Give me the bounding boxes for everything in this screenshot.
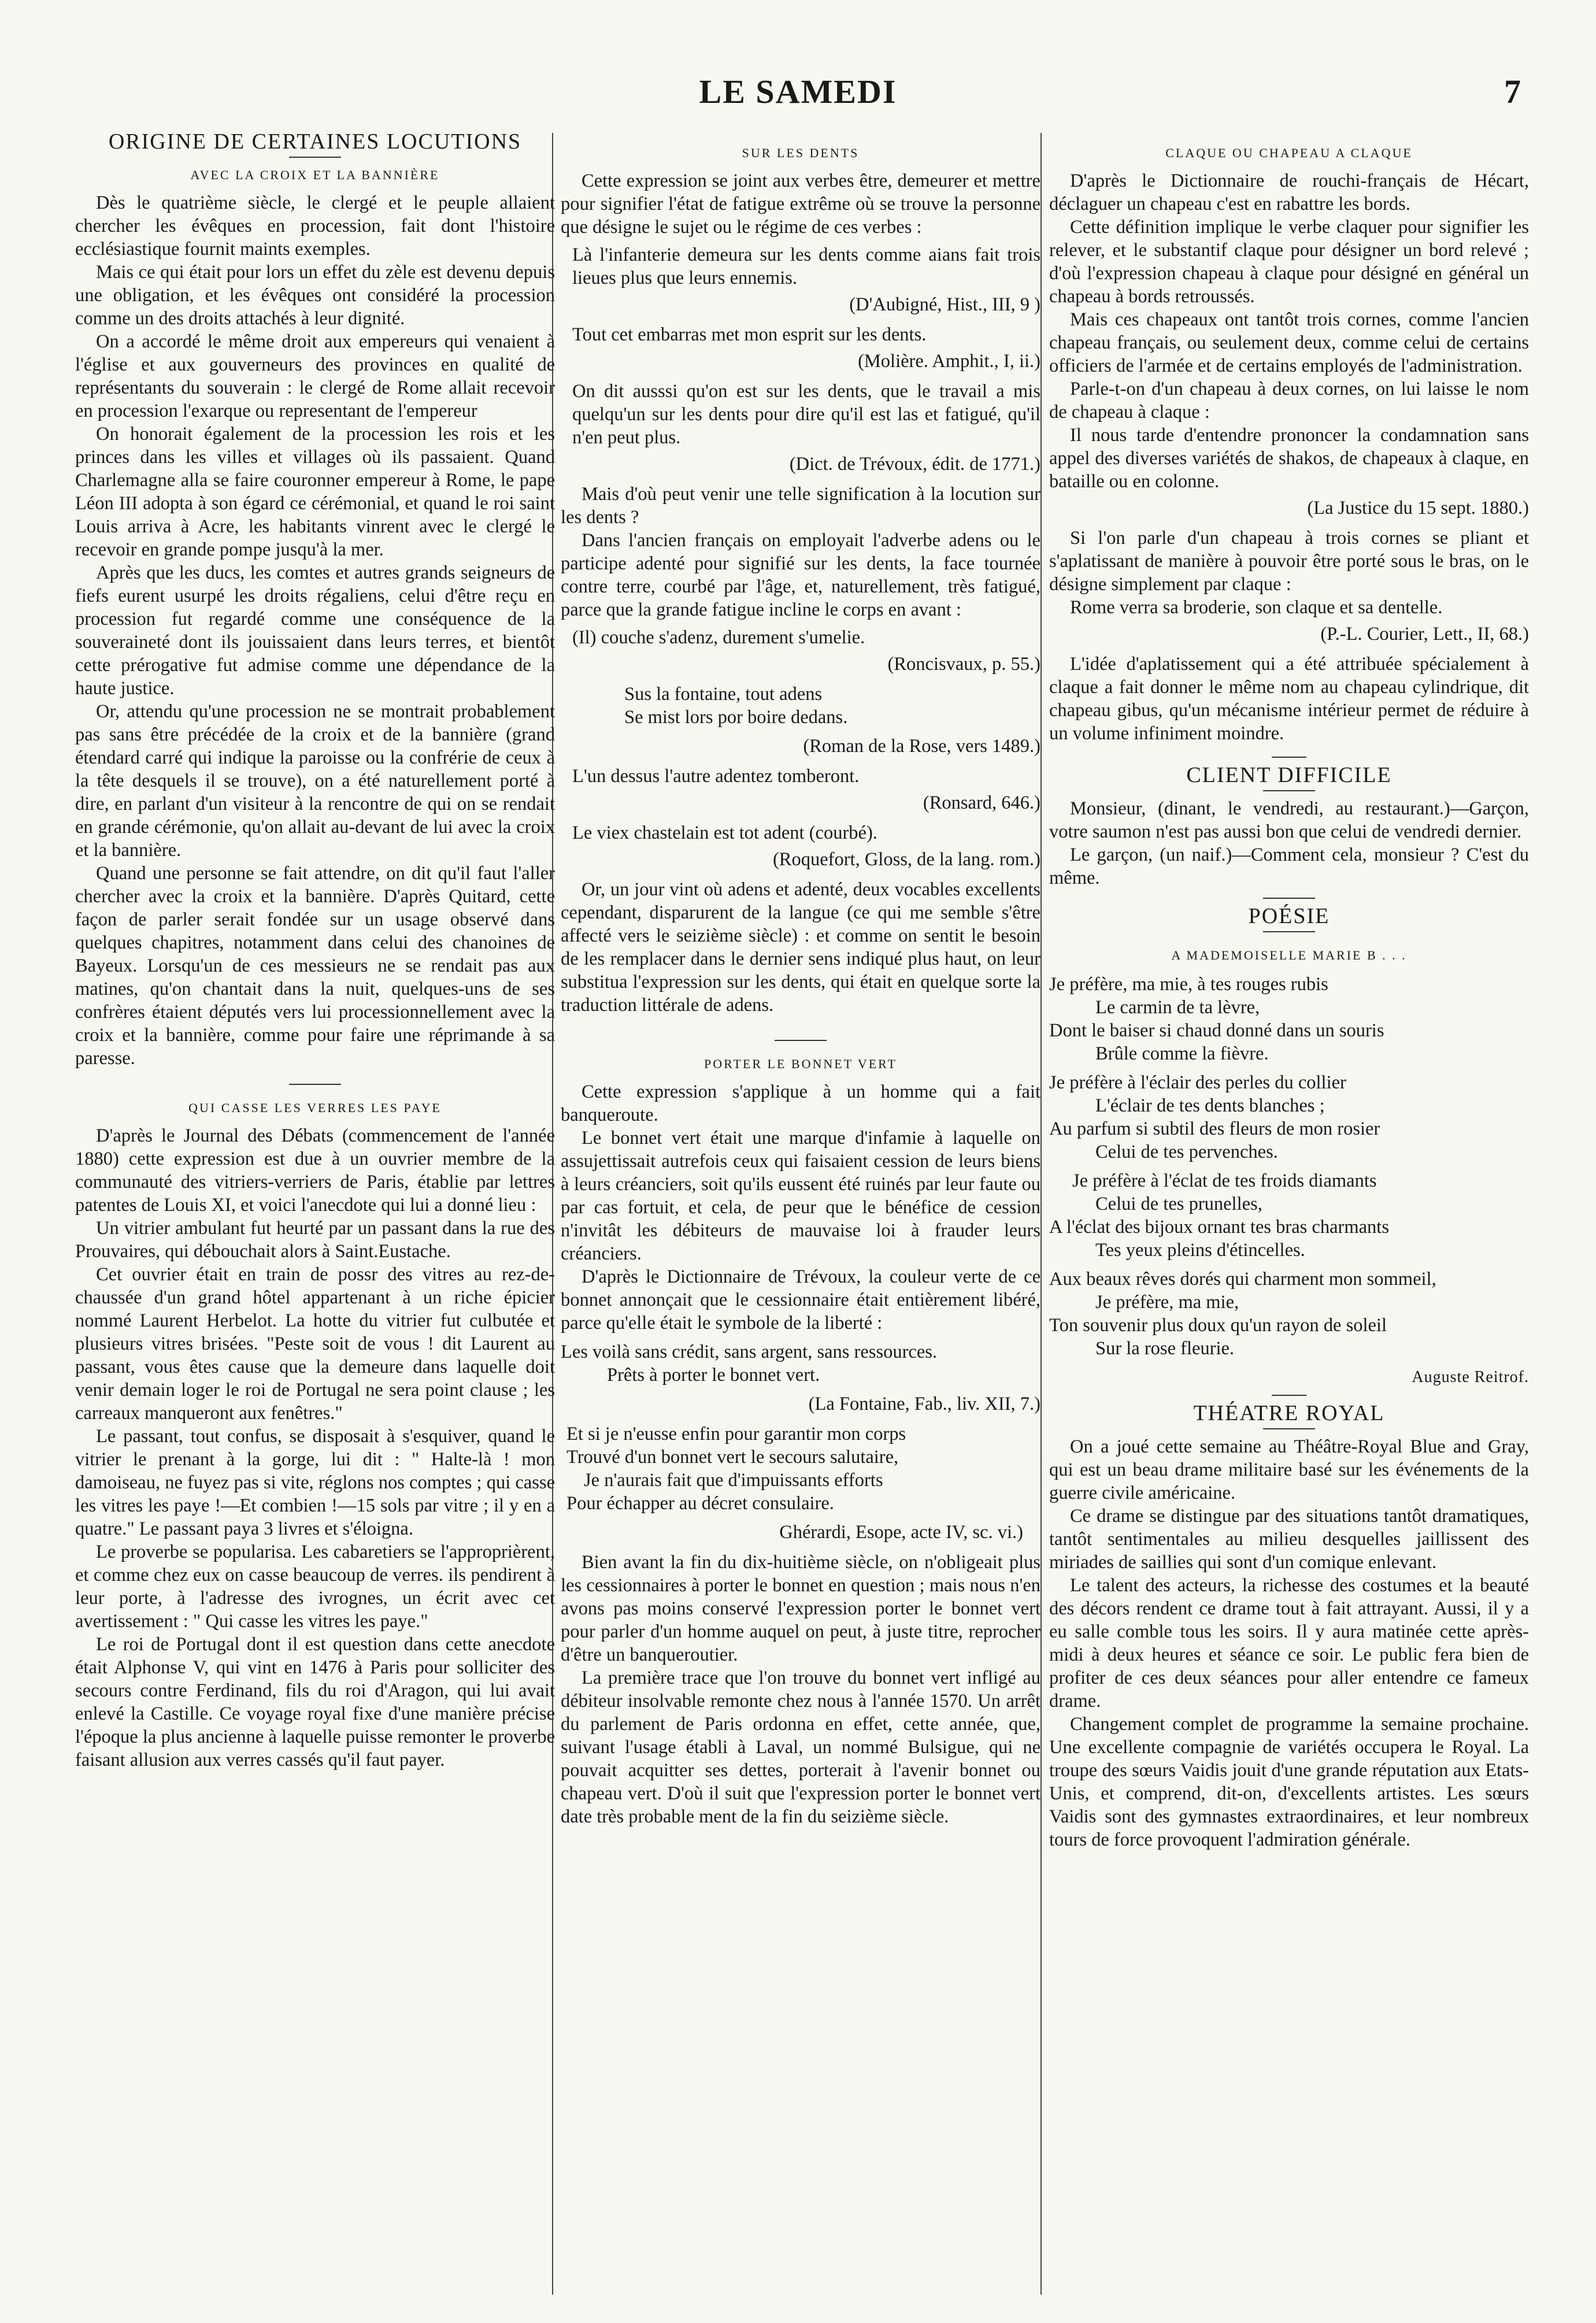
quotation: (Il) couche s'adenz, durement s'umelie. bbox=[572, 627, 865, 648]
paragraph: Or, attendu qu'une procession ne se montrait probablement pas sans être précédée de la croix et de la bannière (grand étendard carré qui indique la paroisse ou la confrérie de ceux à la tête desquels il se trouve), on a été naturellement porté à dire, en parlant d'un visiteur à la rencontre de qui on se rendait en grande cérémonie, qu'on allait au-devant de lui avec la croix et la bannière. bbox=[75, 701, 555, 861]
paragraph: Dès le quatrième siècle, le clergé et le peuple allaient chercher les évêques en procession, fait dont l'histoire ecclésiastique fournit maints exemples. bbox=[75, 192, 555, 260]
paragraph: D'après le Dictionnaire de rouchi-français de Hécart, déclaguer un chapeau c'est en rabattre les bords. bbox=[1049, 171, 1529, 214]
verse-line: Dont le baiser si chaud donné dans un souris bbox=[1049, 1020, 1384, 1041]
citation: (Roquefort, Gloss, de la lang. rom.) bbox=[772, 849, 1040, 870]
paragraph: Cette définition implique le verbe claquer pour signifier les relever, et le substantif claque pour désigner un bord relevé ; d'où l'expression chapeau à claque pour désigné en général un chapeau à bords retroussés. bbox=[1049, 217, 1529, 307]
citation: Ghérardi, Esope, acte IV, sc. vi.) bbox=[779, 1522, 1023, 1543]
paragraph: D'après le Dictionnaire de Trévoux, la couleur verte de ce bonnet annonçait que le cessionnaire était entièrement libéré, parce qu'elle était le symbole de la liberté : bbox=[561, 1266, 1040, 1333]
verse-line: Je préfère, ma mie, à tes rouges rubis bbox=[1049, 974, 1328, 995]
verse-line: Trouvé d'un bonnet vert le secours salutaire, bbox=[566, 1447, 899, 1468]
divider bbox=[289, 1084, 341, 1085]
paragraph: On a accordé le même droit aux empereurs qui venaient à l'église et aux gouverneurs des provinces en qualité de représentants du souverain : le clergé de Rome allait recevoir en procession l'exarque ou representant de l'empereur bbox=[75, 331, 555, 421]
paragraph: Mais ce qui était pour lors un effet du zèle est devenu depuis une obligation, et les évêques ont considéré la procession comme un des droits attachés à leur dignité. bbox=[75, 262, 555, 329]
paragraph: Si l'on parle d'un chapeau à trois cornes se pliant et s'aplatissant de manière à pouvoir être porté sous le bras, on le désigne simplement par claque : bbox=[1049, 528, 1529, 595]
paragraph: Dans l'ancien français on employait l'adverbe adens ou le participe adenté pour signifié sur les dents, la face tournée contre terre, courbé par l'âge, et, naturellement, très fatigué, parce que la grande fatigue incline le corps en avant : bbox=[561, 530, 1040, 620]
poem-stanza bbox=[1049, 1169, 1529, 1262]
citation: (D'Aubigné, Hist., III, 9 ) bbox=[849, 294, 1040, 315]
column-divider bbox=[1040, 133, 1042, 2295]
divider bbox=[1263, 790, 1315, 791]
paragraph: Quand une personne se fait attendre, on dit qu'il faut l'aller chercher avec la croix et la bannière. D'après Quitard, cette façon de parler serait fondée sur un usage observé dans quelques chapitres, notamment dans celui des chanoines de Bayeux. Lorsqu'un de ces messieurs ne se rendait pas aux matines, qu'on chantait dans la nuit, quelques-uns de ses confrères étaient députés vers lui processionnellement avec la croix et la bannière, comme pour faire une réprimande à sa paresse. bbox=[75, 863, 555, 1069]
paragraph: Le bonnet vert était une marque d'infamie à laquelle on assujettissait autrefois ceux qui faisaient cession de leurs biens à leurs créanciers, soit qu'ils eussent été ruinés par leur faute ou par cas fortuit, et cela, de peur que le bénéfice de cession n'invitât les débiteurs de mauvaise loi à frauder leurs créanciers. bbox=[561, 1128, 1040, 1264]
quotation: Il nous tarde d'entendre prononcer la condamnation sans appel des diverses variétés de shakos, de chapeaux à claque, en bataille ou en colonne. bbox=[1049, 425, 1529, 492]
divider bbox=[289, 157, 341, 158]
paragraph: Le garçon, (un naif.)—Comment cela, monsieur ? C'est du même. bbox=[1049, 844, 1529, 888]
article-heading: THÉATRE ROYAL bbox=[1193, 1401, 1385, 1425]
verse-line: Prêts à porter le bonnet vert. bbox=[607, 1365, 820, 1385]
paragraph: La première trace que l'on trouve du bonnet vert infligé au débiteur insolvable remonte chez nous à l'année 1570. Un arrêt du parlement de Paris ordonna en effet, cette année, que, suivant l'usage établi à Laval, un nommé Bulsigue, qui ne pouvait acquitter ses dettes, porterait à l'avenir bonnet ou chapeau vert. D'où il suit que l'expression porter le bonnet vert date très probable ment de la fin du seizième siècle. bbox=[561, 1668, 1040, 1827]
paragraph: On honorait également de la procession les rois et les princes dans les villes et villages où ils passaient. Quand Charlemagne alla se faire couronner empereur à Rome, le pape Léon III adopta à son égard ce cérémonial, et quand le roi saint Louis arriva à Acre, les habitants vinrent avec le clergé le recevoir en grande pompe jusqu'à la mer. bbox=[75, 424, 555, 560]
section-title: ORIGINE DE CERTAINES LOCUTIONS bbox=[108, 129, 522, 154]
verse-line: Et si je n'eusse enfin pour garantir mon corps bbox=[566, 1424, 906, 1444]
paragraph: Le roi de Portugal dont il est question dans cette anecdote était Alphonse V, qui vint en 1476 à Paris pour solliciter des secours contre Ferdinand, fils du roi d'Aragon, qui lui avait enlevé la Castille. Ce voyage royal fixe d'une manière précise l'époque la plus ancienne à laquelle puisse remonter le proverbe faisant allusion aux verres cassés qu'il faut payer. bbox=[75, 1634, 555, 1770]
divider bbox=[1272, 1395, 1306, 1396]
paragraph: Or, un jour vint où adens et adenté, deux vocables excellents cependant, disparurent de la langue (ce qui me semble s'être affecté vers le seizième siècle) : et comme on sentit le besoin de les remplacer dans le dernier sens indiqué plus haut, on leur substitua l'expression sur les dents, qui était en quelque sorte la traduction littérale de adens. bbox=[561, 879, 1040, 1016]
paragraph: Après que les ducs, les comtes et autres grands seigneurs de fiefs eurent usurpé les droits régaliens, celui d'être reçu en procession fut regardé comme une conséquence de la souveraineté dont ils jouissaient dans leurs terres, et bientôt cette prérogative fut admise comme une dépendance de la haute justice. bbox=[75, 562, 555, 699]
paragraph: Monsieur, (dinant, le vendredi, au restaurant.)—Garçon, votre saumon n'est pas aussi bon que celui de vendredi dernier. bbox=[1049, 798, 1529, 842]
paragraph: Cet ouvrier était en train de possr des vitres au rez-de-chaussée d'un grand hôtel appartenant à un riche épicier nommé Laurent Herbelot. La hotte du vitrier fut culbutée et plusieurs vitres brisées. "Peste soit de vous ! dit Laurent au passant, vous êtes cause que la demeure dans laquelle doit venir demain loger le roi de Portugal ne sera point clause ; les carreaux manqueront aux fenêtres." bbox=[75, 1264, 555, 1424]
verse-line: Pour échapper au décret consulaire. bbox=[566, 1493, 834, 1514]
verse bbox=[561, 1340, 1040, 1387]
paragraph: On a joué cette semaine au Théâtre-Royal Blue and Gray, qui est un beau drame militaire basé sur les événements de la guerre civile américaine. bbox=[1049, 1436, 1529, 1503]
newspaper-title: LE SAMEDI bbox=[699, 73, 897, 110]
paragraph: Changement complet de programme la semaine prochaine. Une excellente compagnie de variétés occupera le Royal. La troupe des sœurs Vaidis jouit d'une grande réputation aux Etats-Unis, et comprend, dit-on, d'excellents artistes. Les sœurs Vaidis sont des gymnastes extraordinaires, et leur nombreux tours de force provoquent l'admiration générale. bbox=[1049, 1714, 1529, 1850]
paragraph: Mais ces chapeaux ont tantôt trois cornes, comme l'ancien chapeau français, ou seulement deux, comme celui de certains officiers de l'armée et de certains employés de l'administration. bbox=[1049, 309, 1529, 376]
verse bbox=[561, 683, 1040, 729]
verse-line: Le carmin de ta lèvre, bbox=[1095, 997, 1260, 1018]
quotation: On dit ausssi qu'on est sur les dents, que le travail a mis quelqu'un sur les dents pour dire qu'il est las et fatigué, qu'il n'en peut plus. bbox=[572, 381, 1040, 448]
divider bbox=[1263, 1428, 1315, 1429]
article-heading: AVEC LA CROIX ET LA BANNIÈRE bbox=[190, 168, 440, 182]
paragraph: Le talent des acteurs, la richesse des costumes et la beauté des décors rendent ce drame tout à fait attrayant. Aussi, il y a eu salle comble tous les soirs. Il y aura matinée cette après-midi à deux heures et séance ce soir. Le public fera bien de profiter de ces deux séances pour aller entendre ce fameux drame. bbox=[1049, 1575, 1529, 1711]
verse-line: Celui de tes pervenches. bbox=[1095, 1142, 1278, 1162]
verse-line: Celui de tes prunelles, bbox=[1095, 1194, 1262, 1214]
verse bbox=[561, 1422, 1040, 1515]
paragraph: Cette expression s'applique à un homme qui a fait banqueroute. bbox=[561, 1081, 1040, 1125]
citation: (P.-L. Courier, Lett., II, 68.) bbox=[1320, 624, 1529, 644]
paragraph: Parle-t-on d'un chapeau à deux cornes, on lui laisse le nom de chapeau à claque : bbox=[1049, 379, 1529, 423]
quotation: Tout cet embarras met mon esprit sur les dents. bbox=[572, 324, 927, 345]
divider bbox=[1263, 931, 1315, 932]
divider bbox=[1272, 757, 1306, 758]
verse-line: Je préfère à l'éclat de tes froids diamants bbox=[1072, 1170, 1377, 1191]
verse-line: Je préfère, ma mie, bbox=[1095, 1292, 1239, 1313]
verse-line: Sus la fontaine, tout adens bbox=[624, 684, 823, 705]
poem-signature: Auguste Reitrof. bbox=[1412, 1368, 1529, 1386]
quotation: Rome verra sa broderie, son claque et sa dentelle. bbox=[1070, 597, 1443, 618]
verse-line: Sur la rose fleurie. bbox=[1095, 1338, 1235, 1359]
quotation: L'un dessus l'autre adentez tomberont. bbox=[572, 766, 860, 787]
quotation: Là l'infanterie demeura sur les dents comme aians fait trois lieues plus que leurs ennemis. bbox=[572, 244, 1040, 288]
paragraph: Ce drame se distingue par des situations tantôt dramatiques, tantôt sentimentales au milieu desquelles jaillissent des miriades de saillies qui sont d'un comique enlevant. bbox=[1049, 1506, 1529, 1573]
article-heading: CLAQUE OU CHAPEAU A CLAQUE bbox=[1165, 146, 1413, 160]
paragraph: Le proverbe se popularisa. Les cabaretiers se l'approprièrent, et comme chez eux on casse beaucoup de verres. ils pendirent à leur porte, à l'adresse des ivrognes, un écrit avec cet avertissement : " Qui casse les vitres les paye." bbox=[75, 1542, 555, 1632]
verse-line: L'éclair de tes dents blanches ; bbox=[1095, 1095, 1325, 1116]
citation: (Roncisvaux, p. 55.) bbox=[887, 654, 1040, 675]
paragraph: Mais d'où peut venir une telle signification à la locution sur les dents ? bbox=[561, 484, 1040, 528]
poem-stanza bbox=[1049, 1268, 1529, 1360]
column-2 bbox=[561, 130, 1040, 1828]
verse-line: Se mist lors por boire dedans. bbox=[624, 707, 848, 728]
verse-line: Les voilà sans crédit, sans argent, sans ressources. bbox=[561, 1342, 938, 1362]
article-heading: PORTER LE BONNET VERT bbox=[704, 1057, 897, 1071]
verse-line: Brûle comme la fièvre. bbox=[1095, 1043, 1269, 1064]
column-1 bbox=[75, 130, 555, 1772]
citation: (La Justice du 15 sept. 1880.) bbox=[1307, 498, 1529, 518]
paragraph: Un vitrier ambulant fut heurté par un passant dans la rue des Prouvaires, qui débouchait alors à Saint.Eustache. bbox=[75, 1218, 555, 1262]
verse-line: Au parfum si subtil des fleurs de mon rosier bbox=[1049, 1118, 1380, 1139]
verse-line: A l'éclat des bijoux ornant tes bras charmants bbox=[1049, 1217, 1389, 1238]
citation: (Roman de la Rose, vers 1489.) bbox=[803, 736, 1040, 757]
paragraph: L'idée d'aplatissement qui a été attribuée spécialement à claque a fait donner le même nom au chapeau cylindrique, dit chapeau gibus, qu'un mécanisme intérieur permet de réduire à un volume infiniment moindre. bbox=[1049, 654, 1529, 744]
masthead bbox=[75, 72, 1521, 118]
article-heading: SUR LES DENTS bbox=[742, 146, 860, 160]
divider bbox=[1263, 898, 1315, 899]
poem-stanza bbox=[1049, 1071, 1529, 1164]
poem-dedication: A MADEMOISELLE MARIE B . . . bbox=[1171, 948, 1407, 962]
article-heading: CLIENT DIFFICILE bbox=[1186, 763, 1392, 787]
article-heading: POÉSIE bbox=[1248, 904, 1330, 928]
verse-line: Je n'aurais fait que d'impuissants efforts bbox=[584, 1470, 883, 1491]
column-3 bbox=[1049, 130, 1529, 1851]
quotation: Le viex chastelain est tot adent (courbé). bbox=[572, 823, 877, 843]
poem-stanza bbox=[1049, 973, 1529, 1065]
citation: (Molière. Amphit., I, ii.) bbox=[858, 351, 1040, 372]
divider bbox=[775, 1040, 827, 1041]
citation: (Ronsard, 646.) bbox=[923, 792, 1040, 813]
paragraph: D'après le Journal des Débats (commencement de l'année 1880) cette expression est due à un ouvrier membre de la communauté des vitriers-verriers de Paris, établie par lettres patentes de Louis XI, et voici l'anecdote qui lui a donné lieu : bbox=[75, 1125, 555, 1216]
paragraph: Cette expression se joint aux verbes être, demeurer et mettre pour signifier l'état de fatigue extrême où se trouve la personne que désigne le sujet ou le régime de ces verbes : bbox=[561, 171, 1040, 238]
paragraph: Bien avant la fin du dix-huitième siècle, on n'obligeait plus les cessionnaires à porter le bonnet en question ; mais nous n'en avons pas moins conservé l'expression porter le bonnet vert pour parler d'un homme auquel on peut, à juste titre, reprocher d'être un banqueroutier. bbox=[561, 1552, 1040, 1665]
article-heading: QUI CASSE LES VERRES LES PAYE bbox=[188, 1101, 442, 1115]
verse-line: Tes yeux pleins d'étincelles. bbox=[1095, 1240, 1305, 1261]
verse-line: Je préfère à l'éclair des perles du collier bbox=[1049, 1072, 1346, 1093]
verse-line: Aux beaux rêves dorés qui charment mon sommeil, bbox=[1049, 1269, 1436, 1290]
citation: (La Fontaine, Fab., liv. XII, 7.) bbox=[808, 1394, 1040, 1414]
paragraph: Le passant, tout confus, se disposait à s'esquiver, quand le vitrier le prenant à la gorge, lui dit : " Halte-là ! mon damoiseau, ne fuyez pas si vite, réglons nos comptes ; qui casse les vitres les paye !—Et combien !—15 sols par vitre ; il y en a quatre." Le passant paya 3 livres et s'éloigna. bbox=[75, 1426, 555, 1539]
citation: (Dict. de Trévoux, édit. de 1771.) bbox=[789, 454, 1040, 475]
verse-line: Ton souvenir plus doux qu'un rayon de soleil bbox=[1049, 1315, 1387, 1336]
page-number: 7 bbox=[1504, 73, 1521, 110]
